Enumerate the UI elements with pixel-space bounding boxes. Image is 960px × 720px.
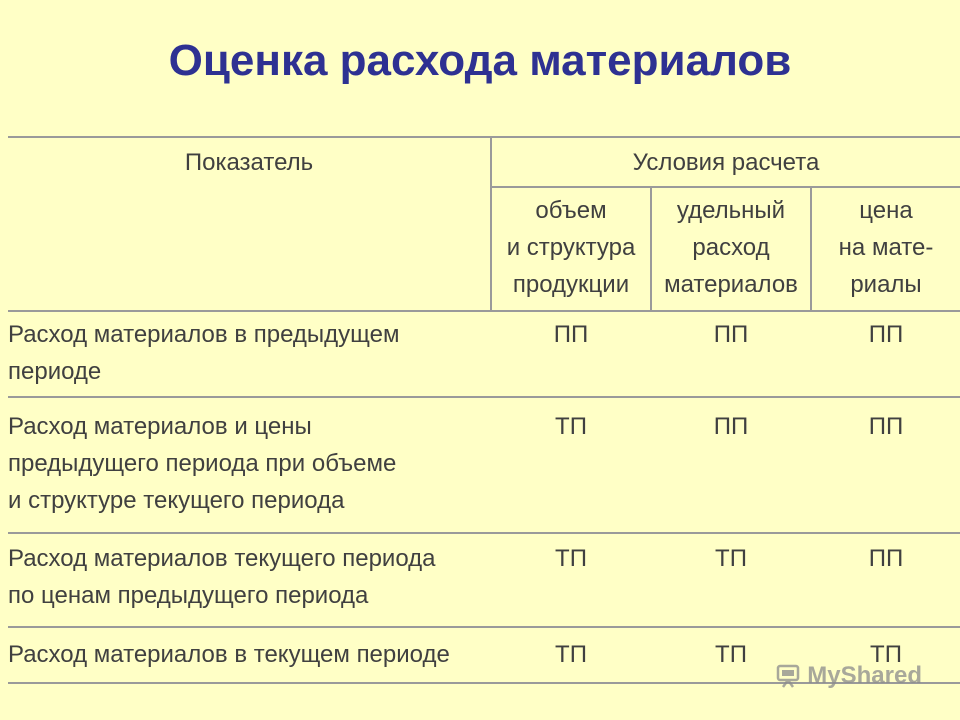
watermark-text: MyShared xyxy=(807,662,922,689)
projector-icon xyxy=(775,663,801,689)
row-1-consumption-value: ПП xyxy=(713,321,749,348)
row-2-price-value: ПП xyxy=(868,413,904,440)
row-4-consumption-value: ТП xyxy=(715,641,747,668)
row-4-volume-value: ТП xyxy=(555,641,587,668)
header-specific-consumption: удельный расход материалов xyxy=(664,197,798,298)
header-volume-structure: объем и структура продукции xyxy=(506,197,636,298)
row-1-price-value: ПП xyxy=(868,321,904,348)
row-3-bottom-rule xyxy=(8,626,960,628)
page-title: Оценка расхода материалов xyxy=(168,36,792,85)
row-3-consumption-value: ТП xyxy=(715,545,747,572)
row-3-price-value: ПП xyxy=(868,545,904,572)
row-1-volume-value: ПП xyxy=(553,321,589,348)
row-2-volume-value: ТП xyxy=(555,413,587,440)
row-2-consumption-value: ПП xyxy=(713,413,749,440)
row-1-bottom-rule xyxy=(8,396,960,398)
header-material-price: цена на мате- риалы xyxy=(838,197,934,298)
table-top-rule xyxy=(8,136,960,138)
header-indicator: Показатель xyxy=(184,149,314,176)
header-conditions: Условия расчета xyxy=(632,149,820,176)
row-4-price-value: ТП xyxy=(870,641,902,668)
row-4-label: Расход материалов в текущем периоде xyxy=(8,641,450,668)
watermark xyxy=(775,662,922,690)
row-3-label: Расход материалов текущего периода по ценам предыдущего периода xyxy=(8,545,436,609)
materials-table xyxy=(8,136,960,684)
row-3-volume-value: ТП xyxy=(555,545,587,572)
row-2-bottom-rule xyxy=(8,532,960,534)
conditions-header-rule xyxy=(490,186,960,188)
row-2-label: Расход материалов и цены предыдущего периода при объеме и структуре текущего периода xyxy=(8,413,397,514)
header-bottom-rule xyxy=(8,310,960,312)
row-1-label: Расход материалов в предыдущем периоде xyxy=(8,321,400,385)
